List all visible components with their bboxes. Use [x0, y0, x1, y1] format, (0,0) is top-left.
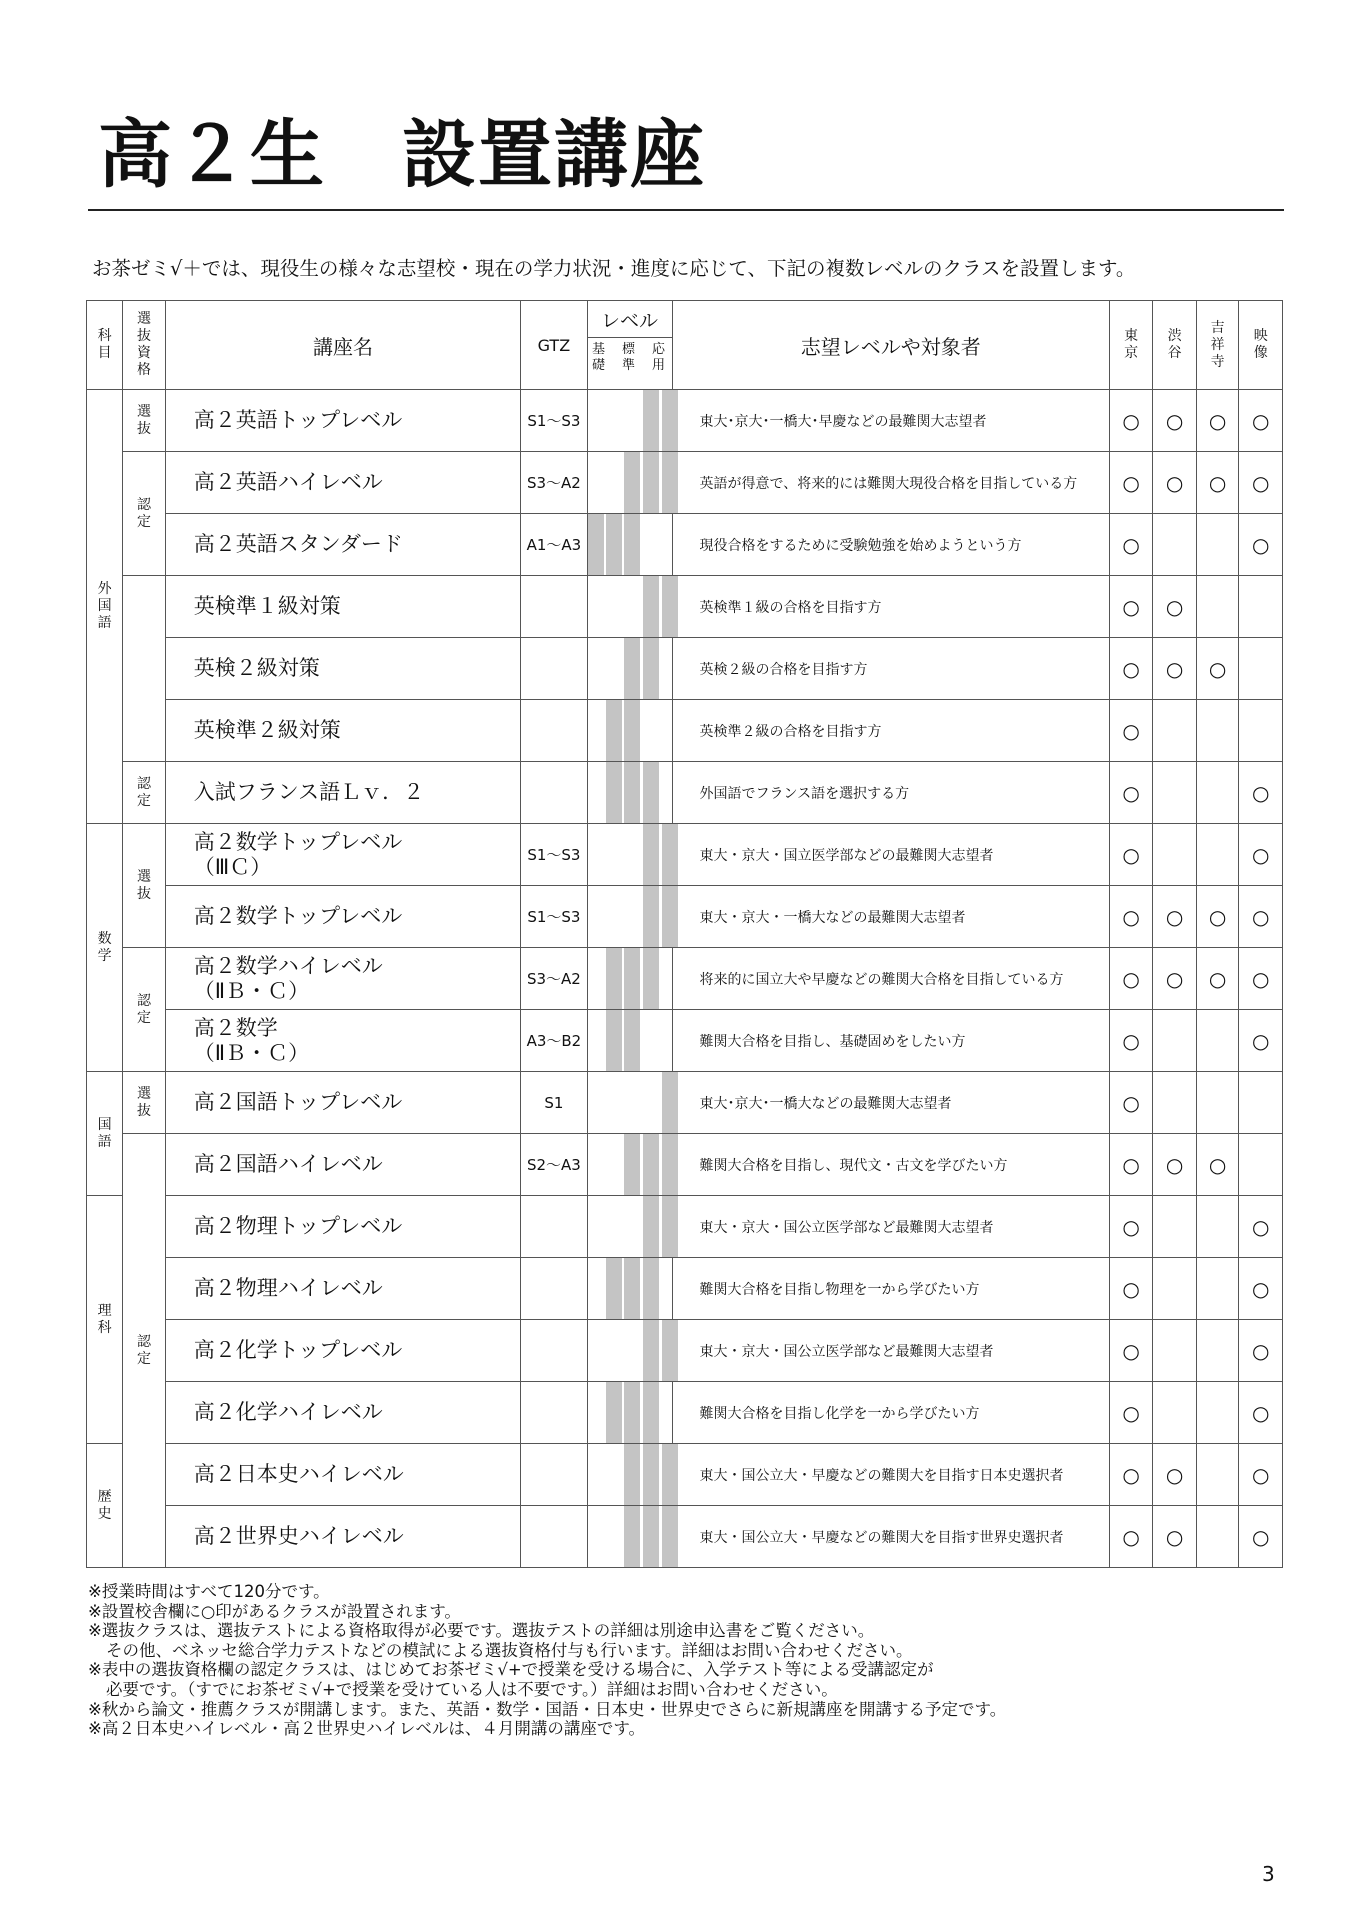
campus-header-tokyo: 東 京 — [1109, 301, 1153, 390]
course-gtz: S2〜A3 — [521, 1134, 587, 1196]
mark-tokyo: ○ — [1109, 1444, 1153, 1506]
qual-cell: 選 抜 — [123, 1072, 165, 1134]
mark-shibuya — [1153, 1072, 1197, 1134]
level-bars — [587, 886, 672, 948]
level-bars — [587, 1506, 672, 1568]
course-gtz: S1〜S3 — [521, 886, 587, 948]
level-bars — [587, 1134, 672, 1196]
mark-kichijoji — [1196, 1072, 1238, 1134]
course-target: 難関大合格を目指し物理を一から学びたい方 — [672, 1258, 1109, 1320]
mark-video: ○ — [1239, 1010, 1283, 1072]
mark-shibuya — [1153, 700, 1197, 762]
mark-kichijoji: ○ — [1196, 1134, 1238, 1196]
mark-tokyo: ○ — [1109, 1382, 1153, 1444]
level-header: レベル — [587, 301, 672, 338]
mark-tokyo: ○ — [1109, 1320, 1153, 1382]
course-gtz: S3〜A2 — [521, 948, 587, 1010]
note-line: ※選抜クラスは、選抜テストによる資格取得が必要です。選抜テストの詳細は別途申込書をご覧ください。 — [88, 1621, 875, 1641]
title-rule — [88, 209, 1284, 211]
mark-tokyo: ○ — [1109, 886, 1153, 948]
course-target: 英検２級の合格を目指す方 — [672, 638, 1109, 700]
course-name: 高２英語ハイレベル — [165, 452, 520, 514]
course-target: 英語が得意で、将来的には難関大現役合格を目指している方 — [672, 452, 1109, 514]
level-bars — [587, 948, 672, 1010]
mark-shibuya — [1153, 1382, 1197, 1444]
note-line: ※秋から論文・推薦クラスが開講します。また、英語・数学・国語・日本史・世界史でさらに新規講座を開講する予定です。 — [88, 1699, 1007, 1719]
level-bars — [587, 1382, 672, 1444]
mark-kichijoji: ○ — [1196, 948, 1238, 1010]
mark-tokyo: ○ — [1109, 1258, 1153, 1320]
course-target: 東大・京大・国公立医学部など最難関大志望者 — [672, 1196, 1109, 1258]
mark-shibuya: ○ — [1153, 452, 1197, 514]
level-bars — [587, 1258, 672, 1320]
mark-tokyo: ○ — [1109, 1196, 1153, 1258]
mark-video: ○ — [1239, 886, 1283, 948]
mark-tokyo: ○ — [1109, 576, 1153, 638]
mark-video: ○ — [1239, 514, 1283, 576]
level-bars — [587, 638, 672, 700]
mark-video — [1239, 638, 1283, 700]
mark-shibuya: ○ — [1153, 390, 1197, 452]
campus-header-kichijoji: 吉 祥 寺 — [1196, 301, 1238, 390]
course-gtz — [521, 576, 587, 638]
subject-header: 科 目 — [87, 301, 123, 390]
mark-shibuya: ○ — [1153, 1506, 1197, 1568]
mark-kichijoji — [1196, 1444, 1238, 1506]
mark-video — [1239, 1134, 1283, 1196]
course-name: 高２日本史ハイレベル — [165, 1444, 520, 1506]
course-name-header: 講座名 — [165, 301, 520, 390]
level-bars — [587, 390, 672, 452]
level-standard-label: 標 準 — [622, 342, 636, 373]
gtz-header: GTZ — [521, 301, 587, 390]
course-target: 難関大合格を目指し、現代文・古文を学びたい方 — [672, 1134, 1109, 1196]
course-name: 高２世界史ハイレベル — [165, 1506, 520, 1568]
course-target: 現役合格をするために受験勉強を始めようという方 — [672, 514, 1109, 576]
level-bars — [587, 700, 672, 762]
mark-shibuya: ○ — [1153, 948, 1197, 1010]
course-name: 高２国語トップレベル — [165, 1072, 520, 1134]
mark-shibuya — [1153, 1010, 1197, 1072]
level-bars — [587, 1444, 672, 1506]
mark-tokyo: ○ — [1109, 638, 1153, 700]
level-bars — [587, 1320, 672, 1382]
level-advanced-label: 応 用 — [652, 342, 666, 373]
intro-text: お茶ゼミ√＋では、現役生の様々な志望校・現在の学力状況・進度に応じて、下記の複数レベルのクラスを設置します。 — [92, 257, 1136, 280]
course-target: 将来的に国立大や早慶などの難関大合格を目指している方 — [672, 948, 1109, 1010]
mark-video: ○ — [1239, 1258, 1283, 1320]
subject-cell: 国 語 — [87, 1072, 123, 1196]
mark-kichijoji — [1196, 1196, 1238, 1258]
mark-kichijoji — [1196, 1010, 1238, 1072]
note-line: ※授業時間はすべて120分です。 — [88, 1582, 330, 1601]
course-target: 東大・京大・国公立医学部など最難関大志望者 — [672, 1320, 1109, 1382]
mark-video: ○ — [1239, 1382, 1283, 1444]
qual-cell: 選 抜 — [123, 390, 165, 452]
mark-kichijoji — [1196, 514, 1238, 576]
mark-kichijoji: ○ — [1196, 638, 1238, 700]
course-target: 東大・京大・一橋大などの最難関大志望者 — [672, 886, 1109, 948]
mark-video: ○ — [1239, 1444, 1283, 1506]
course-name: 高２数学 （ⅡＢ・Ｃ） — [165, 1010, 520, 1072]
course-target: 東大･京大･一橋大などの最難関大志望者 — [672, 1072, 1109, 1134]
level-bars — [587, 1196, 672, 1258]
level-bars — [587, 1072, 672, 1134]
course-name: 高２物理トップレベル — [165, 1196, 520, 1258]
mark-kichijoji — [1196, 576, 1238, 638]
course-name: 入試フランス語Ｌｖ．２ — [165, 762, 520, 824]
course-target: 英検準２級の合格を目指す方 — [672, 700, 1109, 762]
level-bars — [587, 452, 672, 514]
mark-tokyo: ○ — [1109, 762, 1153, 824]
course-gtz — [521, 638, 587, 700]
course-gtz — [521, 1258, 587, 1320]
mark-video: ○ — [1239, 1196, 1283, 1258]
course-target: 難関大合格を目指し、基礎固めをしたい方 — [672, 1010, 1109, 1072]
mark-video: ○ — [1239, 1506, 1283, 1568]
mark-video: ○ — [1239, 762, 1283, 824]
course-gtz: A1〜A3 — [521, 514, 587, 576]
mark-kichijoji — [1196, 1506, 1238, 1568]
mark-tokyo: ○ — [1109, 948, 1153, 1010]
mark-kichijoji — [1196, 824, 1238, 886]
course-gtz — [521, 1444, 587, 1506]
course-gtz: S3〜A2 — [521, 452, 587, 514]
mark-shibuya — [1153, 1320, 1197, 1382]
note-line: 必要です。（すでにお茶ゼミ√+で授業を受けている人は不要です。）詳細はお問い合わせください。 — [106, 1679, 838, 1699]
mark-tokyo: ○ — [1109, 1010, 1153, 1072]
course-gtz — [521, 1382, 587, 1444]
course-name: 高２数学トップレベル — [165, 886, 520, 948]
level-subheader — [587, 338, 672, 390]
level-basic-label: 基 礎 — [592, 342, 606, 373]
course-target: 東大・京大・国立医学部などの最難関大志望者 — [672, 824, 1109, 886]
qual-cell: 認 定 — [123, 948, 165, 1072]
notes — [88, 1582, 1006, 1739]
course-gtz — [521, 1196, 587, 1258]
campus-header-shibuya: 渋 谷 — [1153, 301, 1197, 390]
note-line: ※設置校舎欄に○印があるクラスが設置されます。 — [88, 1601, 461, 1621]
mark-tokyo: ○ — [1109, 1506, 1153, 1568]
level-bars — [587, 1010, 672, 1072]
mark-shibuya — [1153, 762, 1197, 824]
mark-kichijoji — [1196, 762, 1238, 824]
course-name: 高２化学トップレベル — [165, 1320, 520, 1382]
mark-kichijoji: ○ — [1196, 886, 1238, 948]
mark-tokyo: ○ — [1109, 1072, 1153, 1134]
mark-shibuya: ○ — [1153, 1134, 1197, 1196]
course-name: 高２物理ハイレベル — [165, 1258, 520, 1320]
level-bars — [587, 576, 672, 638]
mark-video: ○ — [1239, 452, 1283, 514]
subject-cell: 理 科 — [87, 1196, 123, 1444]
campus-header-video: 映 像 — [1239, 301, 1283, 390]
subject-cell: 歴 史 — [87, 1444, 123, 1568]
course-target: 外国語でフランス語を選択する方 — [672, 762, 1109, 824]
mark-tokyo: ○ — [1109, 700, 1153, 762]
course-name: 英検準１級対策 — [165, 576, 520, 638]
course-gtz: A3〜B2 — [521, 1010, 587, 1072]
mark-video — [1239, 576, 1283, 638]
mark-video: ○ — [1239, 1320, 1283, 1382]
subject-cell: 数 学 — [87, 824, 123, 1072]
course-name: 高２英語スタンダード — [165, 514, 520, 576]
mark-tokyo: ○ — [1109, 514, 1153, 576]
mark-shibuya: ○ — [1153, 576, 1197, 638]
course-name: 英検２級対策 — [165, 638, 520, 700]
mark-video: ○ — [1239, 948, 1283, 1010]
qual-cell-empty — [123, 576, 165, 762]
mark-kichijoji: ○ — [1196, 390, 1238, 452]
mark-shibuya — [1153, 1196, 1197, 1258]
course-gtz — [521, 1506, 587, 1568]
course-target: 英検準１級の合格を目指す方 — [672, 576, 1109, 638]
level-bars — [587, 762, 672, 824]
course-name: 高２英語トップレベル — [165, 390, 520, 452]
note-line: ※高２日本史ハイレベル・高２世界史ハイレベルは、４月開講の講座です。 — [88, 1719, 646, 1739]
course-target: 東大・国公立大・早慶などの難関大を目指す日本史選択者 — [672, 1444, 1109, 1506]
mark-tokyo: ○ — [1109, 1134, 1153, 1196]
course-target: 難関大合格を目指し化学を一から学びたい方 — [672, 1382, 1109, 1444]
subject-cell: 外 国 語 — [87, 390, 123, 824]
level-bars — [587, 824, 672, 886]
level-bars — [587, 514, 672, 576]
course-target: 東大・国公立大・早慶などの難関大を目指す世界史選択者 — [672, 1506, 1109, 1568]
mark-tokyo: ○ — [1109, 824, 1153, 886]
mark-tokyo: ○ — [1109, 452, 1153, 514]
qual-header: 選 抜 資 格 — [123, 301, 165, 390]
mark-kichijoji — [1196, 1320, 1238, 1382]
course-name: 英検準２級対策 — [165, 700, 520, 762]
qual-cell: 認 定 — [123, 762, 165, 824]
course-gtz — [521, 1320, 587, 1382]
course-gtz: S1〜S3 — [521, 824, 587, 886]
mark-video: ○ — [1239, 390, 1283, 452]
mark-kichijoji — [1196, 700, 1238, 762]
target-header: 志望レベルや対象者 — [672, 301, 1109, 390]
course-gtz: S1 — [521, 1072, 587, 1134]
course-name: 高２数学トップレベル （ⅢＣ） — [165, 824, 520, 886]
course-name: 高２化学ハイレベル — [165, 1382, 520, 1444]
note-line: ※表中の選抜資格欄の認定クラスは、はじめてお茶ゼミ√+で授業を受ける場合に、入学テスト等による受講認定が — [88, 1660, 934, 1680]
qual-cell: 選 抜 — [123, 824, 165, 948]
course-table — [86, 300, 1283, 1568]
course-gtz — [521, 700, 587, 762]
course-name: 高２数学ハイレベル （ⅡＢ・Ｃ） — [165, 948, 520, 1010]
qual-cell: 認 定 — [123, 1134, 165, 1568]
mark-kichijoji — [1196, 1258, 1238, 1320]
course-gtz: S1〜S3 — [521, 390, 587, 452]
mark-shibuya — [1153, 1258, 1197, 1320]
mark-shibuya: ○ — [1153, 1444, 1197, 1506]
mark-tokyo: ○ — [1109, 390, 1153, 452]
course-name: 高２国語ハイレベル — [165, 1134, 520, 1196]
mark-shibuya: ○ — [1153, 638, 1197, 700]
mark-kichijoji: ○ — [1196, 452, 1238, 514]
mark-shibuya — [1153, 514, 1197, 576]
mark-video — [1239, 1072, 1283, 1134]
page-title: 高２生 設置講座 — [98, 112, 706, 198]
course-target: 東大･京大･一橋大･早慶などの最難関大志望者 — [672, 390, 1109, 452]
note-line: その他、ベネッセ総合学力テストなどの模試による選抜資格付与も行います。詳細はお問い合わせください。 — [106, 1640, 913, 1660]
mark-shibuya — [1153, 824, 1197, 886]
mark-video: ○ — [1239, 824, 1283, 886]
mark-kichijoji — [1196, 1382, 1238, 1444]
mark-shibuya: ○ — [1153, 886, 1197, 948]
mark-video — [1239, 700, 1283, 762]
page-number: 3 — [1262, 1862, 1275, 1886]
course-gtz — [521, 762, 587, 824]
qual-cell: 認 定 — [123, 452, 165, 576]
